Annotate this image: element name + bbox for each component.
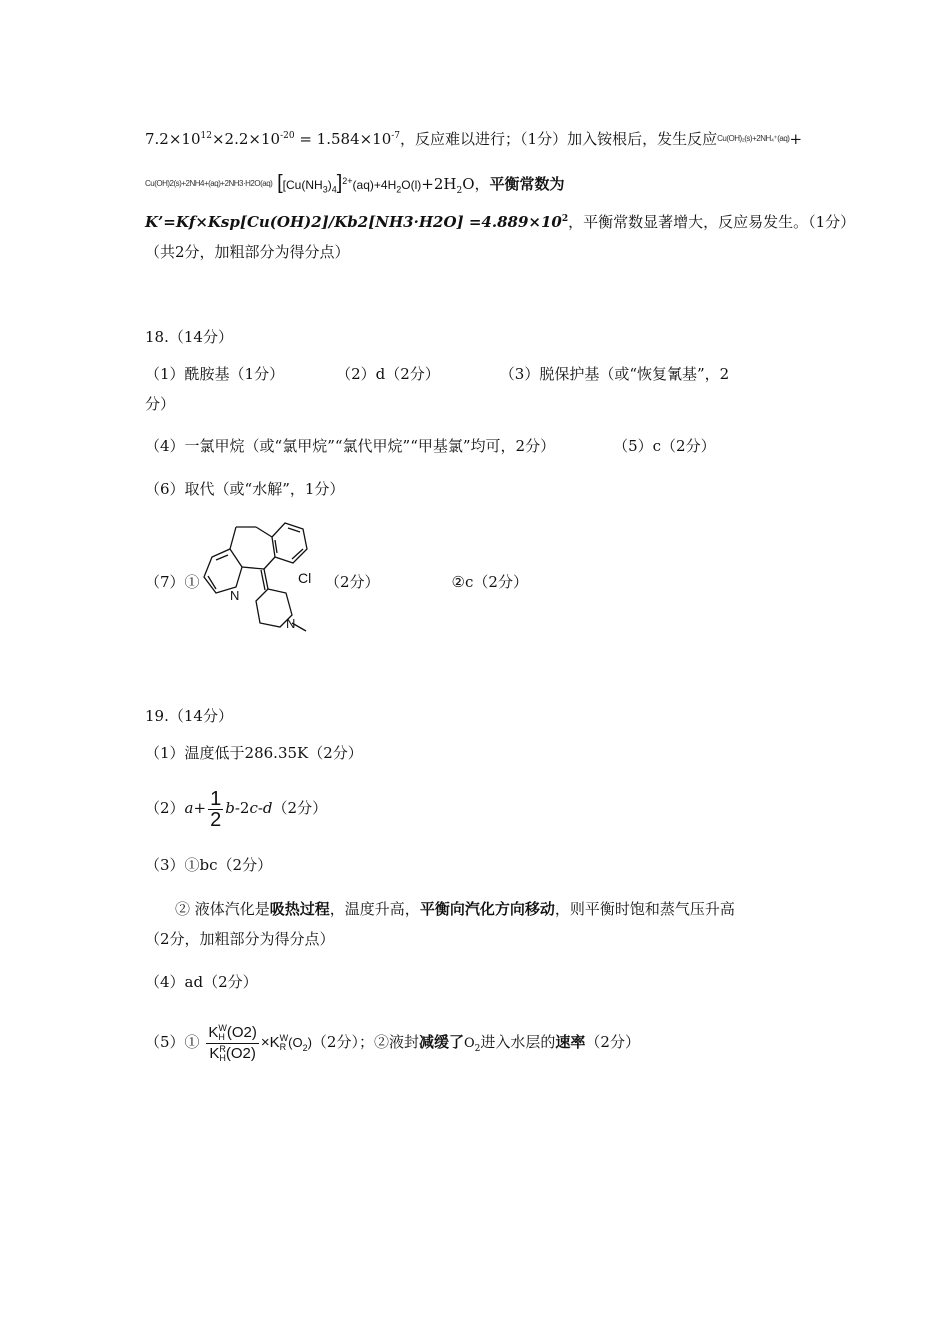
q18-part-6: （6）取代（或“水解”，1分） (145, 480, 345, 498)
q18-header: 18.（14分） (145, 328, 233, 346)
half-fraction: $\frac{1}{2}$ (210, 787, 222, 831)
q19-part-3-note: （2分，加粗部分为得分点） (145, 930, 335, 948)
reaction-fragment: Cu(OH)2(s)+2NH4+(aq)+2NH3·H2O(aq) (145, 179, 273, 188)
chlorine-atom-label: Cl (298, 570, 312, 586)
intro-text: ，反应难以进行；（1分）加入铵根后，发生反应 (400, 130, 718, 148)
q19-part-5: （5）① K W H (O2) K R H (O2) ×K W R $(O_2)(2$分）；②液封减缓了$O_2$进入水层的速率（2分） (145, 1022, 640, 1063)
q18-part-1-3: （1）酰胺基（1分） （2）d（2分） （3）脱保护基（或“恢复氰基”，2 (145, 365, 730, 383)
henry-constant-ratio: K W H (O2) K R H (O2) (208, 1022, 257, 1063)
intro-line-3: K’=Kf×Ksp[Cu(OH)2]/Kb2[NH3·H2O] $=4.889\times 10^2$，平衡常数显著增大，反应易发生。（1分） (145, 213, 856, 231)
complex-ion: [$[Cu(NH_3)_4]^{2+}(aq)+4H_2O(l)$ (277, 172, 422, 195)
k-prime-formula: K’=Kf×Ksp[Cu(OH)2]/Kb2[NH3·H2O] =4.889×10 (145, 213, 562, 231)
ksp-product: $7.2\times 10^{12}\times 2.2\times 10^{-20} = 1.584\times 10^{-7}$ (145, 130, 401, 148)
pyridine-nitrogen-label: N (230, 588, 240, 603)
q19-part-1: （1）温度低于286.35K（2分） (145, 744, 363, 762)
intro-line-4: （共2分，加粗部分为得分点） (145, 243, 350, 261)
q18-part-3-cont: 分） (145, 395, 176, 413)
piperidine-nitrogen-label: N (286, 616, 296, 631)
q19-part-2: （2）a+ $\frac{1}{2}$ b-2c-d（2分） (145, 787, 328, 831)
reaction-image-text: Cu(OH)₂(s)+2NH₄⁺(aq) (717, 134, 790, 143)
equilibrium-constant-label: 平衡常数为 (489, 175, 565, 193)
q19-part-4: （4）ad（2分） (145, 973, 258, 991)
q18-part-7-label: （7）① (145, 573, 200, 591)
q18-part-7-score: （2分） ②c（2分） (325, 573, 528, 591)
intro-line-1: $7.2\times 10^{12}\times 2.2\times 10^{-20} = 1.584\times 10^{-7}$，反应难以进行；（1分）加入铵根后，发生反应$^{Cu(OH)_2(s)+2NH_4^+(aq)}$+ (145, 130, 803, 148)
q19-header: 19.（14分） (145, 707, 233, 725)
q18-part-4-5: （4）一氯甲烷（或“氯甲烷”“氯代甲烷”“甲基氯”均可，2分） （5）c（2分） (145, 437, 716, 455)
molecule-structure (200, 515, 330, 640)
intro-line-2: $^{Cu(OH)2(s)+2NH4+(aq)+2NH3\cdot H2O(aq)}$ [$[Cu(NH_3)_4]^{2+}(aq)+4H_2O(l)+2H_2O$，平衡常数为 (145, 172, 565, 196)
q19-part-3: （3）①bc（2分） (145, 856, 273, 874)
q19-part-3-explanation: ② 液体汽化是吸热过程，温度升高，平衡向汽化方向移动，则平衡时饱和蒸气压升高 (175, 900, 735, 918)
